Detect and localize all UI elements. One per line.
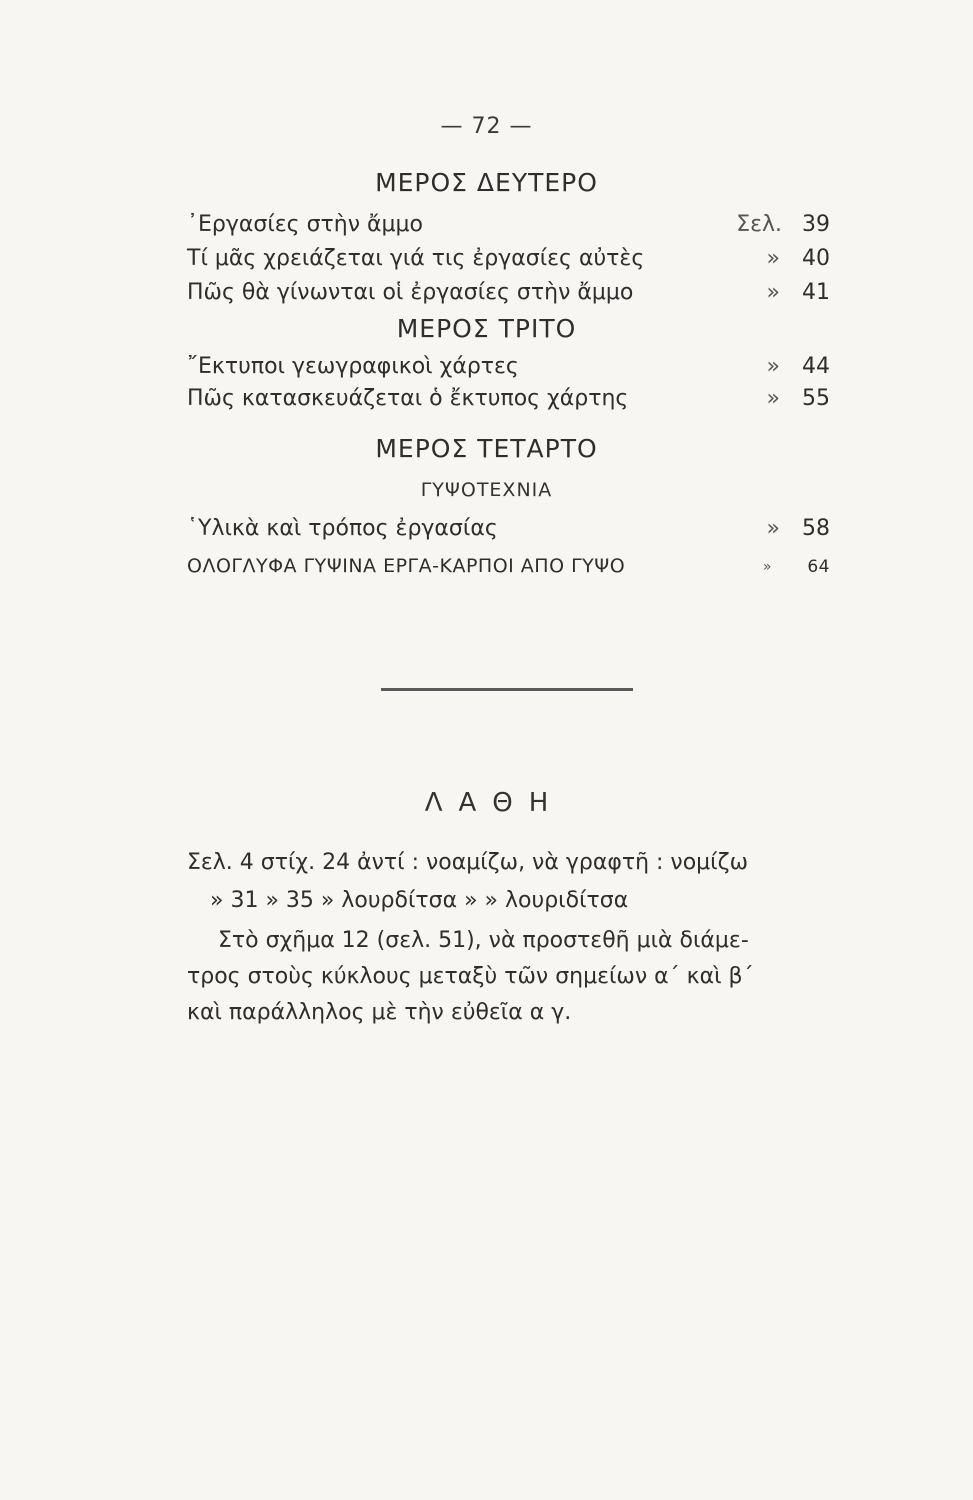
toc-entry-title: ΟΛΟΓΛΥΦΑ ΓΥΨΙΝΑ ΕΡΓΑ-ΚΑΡΠΟΙ ΑΠΟ ΓΥΨΟ: [187, 555, 626, 577]
part-two-heading: ΜΕΡΟΣ ΔΕΥΤΕΡΟ: [375, 168, 598, 197]
toc-entry-title: ῎Εκτυποι γεωγραφικοὶ χάρτες: [187, 354, 519, 379]
toc-entry-page: 64: [807, 557, 830, 577]
toc-entry-title: Πῶς κατασκευάζεται ὁ ἔκτυπος χάρτης: [187, 386, 629, 411]
errata-line: » 31 » 35 » λουρδίτσα » » λουριδίτσα: [210, 888, 629, 913]
toc-entry: [187, 386, 830, 418]
part-four-subheading: ΓΥΨΟΤΕΧΝΙΑ: [420, 479, 553, 501]
toc-entry-marker: »: [762, 559, 772, 575]
toc-entry-title: ῾Υλικὰ καὶ τρόπος ἐργασίας: [187, 516, 498, 541]
toc-entry-page: 55: [802, 386, 830, 411]
toc-entry-title: Πῶς θὰ γίνωνται οἱ ἐργασίες στὴν ἄμμο: [187, 280, 634, 305]
toc-entry: [187, 516, 830, 548]
part-four-heading: ΜΕΡΟΣ ΤΕΤΑΡΤΟ: [375, 434, 598, 463]
toc-entry: [187, 246, 830, 278]
toc-entry-marker: »: [766, 516, 780, 541]
toc-entry-marker: Σελ.: [736, 212, 782, 237]
part-three-heading: ΜΕΡΟΣ ΤΡΙΤΟ: [396, 314, 577, 343]
errata-heading: ΛΑΘΗ: [424, 788, 565, 818]
toc-entry: [187, 212, 830, 244]
toc-entry: [187, 354, 830, 386]
errata-note-line: τρος στοὺς κύκλους μεταξὺ τῶν σημείων α΄ καὶ β΄: [187, 964, 754, 989]
errata-line: Σελ. 4 στίχ. 24 ἀντί : νοαμίζω, νὰ γραφτῆ : νομίζω: [187, 850, 748, 875]
toc-entry-page: 39: [802, 212, 830, 237]
toc-entry: [187, 555, 830, 587]
toc-entry-marker: »: [766, 386, 780, 411]
toc-entry-title: ᾿Εργασίες στὴν ἄμμο: [187, 212, 423, 237]
toc-entry-page: 44: [802, 354, 830, 379]
toc-entry-page: 58: [802, 516, 830, 541]
toc-entry-marker: »: [766, 280, 780, 305]
page-number: — 72 —: [440, 114, 533, 139]
errata-note-line: Στὸ σχῆμα 12 (σελ. 51), νὰ προστεθῆ μιὰ διάμε-: [218, 928, 749, 953]
toc-entry-marker: »: [766, 354, 780, 379]
toc-entry-page: 40: [802, 246, 830, 271]
toc-entry-title: Τί μᾶς χρειάζεται γιά τις ἐργασίες αὐτὲς: [187, 246, 645, 271]
section-divider: [381, 688, 633, 691]
toc-entry: [187, 280, 830, 312]
errata-note-line: καὶ παράλληλος μὲ τὴν εὐθεῖα α γ.: [187, 1000, 572, 1025]
toc-entry-marker: »: [766, 246, 780, 271]
toc-entry-page: 41: [802, 280, 830, 305]
